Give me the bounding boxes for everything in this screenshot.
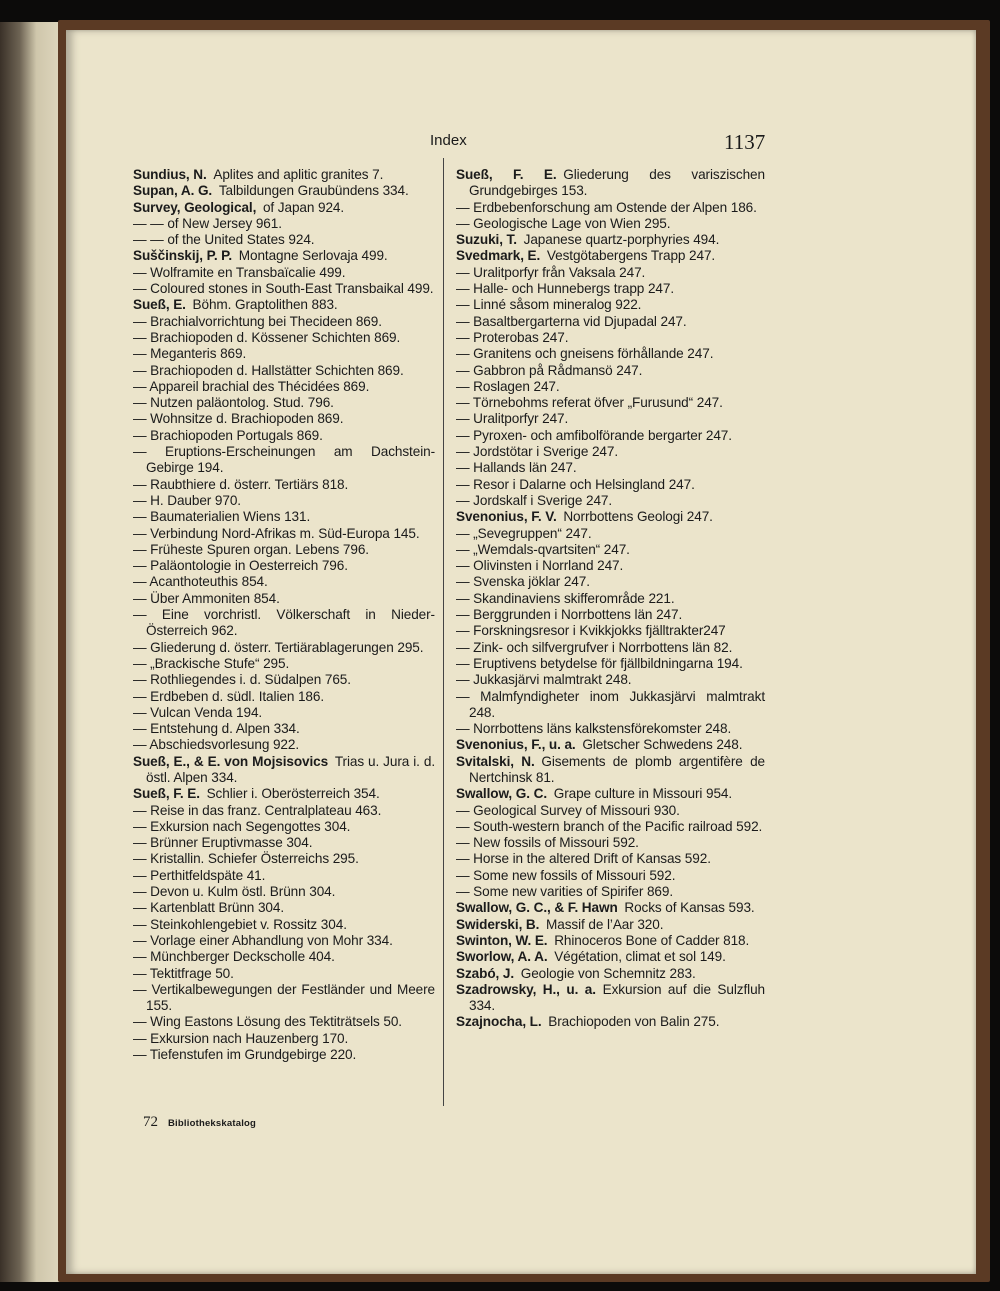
entry-text: — Brachiopoden Portugals 869. xyxy=(133,427,323,443)
entry-text: — Früheste Spuren organ. Lebens 796. xyxy=(133,541,369,557)
entry-text: — New fossils of Missouri 592. xyxy=(456,835,639,851)
entry-author: Swiderski, B. xyxy=(456,916,540,932)
entry-author: Suzuki, T. xyxy=(456,232,517,248)
index-entry xyxy=(133,656,435,672)
left-page-edge xyxy=(0,22,66,1282)
entry-text: — Some new fossils of Missouri 592. xyxy=(456,867,676,883)
entry-text: — Wohnsitze d. Brachiopoden 869. xyxy=(133,411,344,427)
entry-text: — Törnebohms referat öfver „Furusund“ 247. xyxy=(456,395,723,411)
entry-text: Norrbottens Geologi 247. xyxy=(563,509,713,525)
entry-author: Svedmark, E. xyxy=(456,248,541,264)
entry-text: — Appareil brachial des Thécidées 869. xyxy=(133,378,370,394)
entry-text: — Exkursion nach Hauzenberg 170. xyxy=(133,1030,349,1046)
entry-text: Rhinoceros Bone of Cadder 818. xyxy=(554,932,750,948)
entry-text: — Proterobas 247. xyxy=(456,329,569,345)
entry-text: Schlier i. Oberösterreich 354. xyxy=(206,786,380,802)
entry-author: Sueß, F. E. xyxy=(133,786,200,802)
entry-author: Swinton, W. E. xyxy=(456,932,548,948)
entry-text: Trias u. Jura i. d. östl. Alpen 334. xyxy=(146,753,435,785)
entry-text: — Brachialvorrichtung bei Thecideen 869. xyxy=(133,313,382,329)
entry-text: — Linné såsom mineralog 922. xyxy=(456,297,642,313)
index-entry xyxy=(133,265,435,281)
index-column-right xyxy=(456,167,765,1031)
index-entry xyxy=(133,281,435,297)
entry-text: — Brachiopoden d. Kössener Schichten 869. xyxy=(133,329,401,345)
entry-text: Rocks of Kansas 593. xyxy=(624,900,755,916)
index-entry xyxy=(456,640,765,656)
index-entry xyxy=(133,248,435,264)
index-entry xyxy=(456,982,765,1015)
index-entry xyxy=(133,754,435,787)
index-entry xyxy=(456,281,765,297)
entry-text: — — of the United States 924. xyxy=(133,232,315,248)
entry-text: — Olivinsten i Norrland 247. xyxy=(456,558,624,574)
entry-text: — Eruptivens betydelse för fjällbildningarna 194. xyxy=(456,655,743,671)
entry-text: — Coloured stones in South-East Transbaikal 499. xyxy=(133,281,434,297)
entry-author: Svenonius, F. V. xyxy=(456,509,557,525)
index-entry xyxy=(456,591,765,607)
entry-author: Survey, Geological, xyxy=(133,199,257,215)
index-entry xyxy=(456,672,765,688)
index-entry xyxy=(133,216,435,232)
entry-text: — Kartenblatt Brünn 304. xyxy=(133,900,285,916)
entry-text: Gliederung des variszischen Grundgebirges 153. xyxy=(469,167,765,199)
index-entry xyxy=(456,868,765,884)
entry-text: — Devon u. Kulm östl. Brünn 304. xyxy=(133,884,336,900)
entry-author: Svenonius, F., u. a. xyxy=(456,737,576,753)
index-entry xyxy=(133,428,435,444)
index-entry xyxy=(456,786,765,802)
column-divider xyxy=(443,158,444,1106)
index-entry xyxy=(133,232,435,248)
index-entry xyxy=(456,737,765,753)
entry-author: Suščinskij, P. P. xyxy=(133,248,233,264)
entry-author: Sueß, E. xyxy=(133,297,186,313)
entry-author: Szadrowsky, H., u. a. xyxy=(456,981,596,997)
index-entry xyxy=(456,232,765,248)
index-entry xyxy=(456,526,765,542)
entry-text: Exkursion auf die Sulzfluh 334. xyxy=(469,981,765,1014)
index-entry xyxy=(456,330,765,346)
index-entry xyxy=(456,542,765,558)
index-entry xyxy=(456,411,765,427)
entry-text: — Malmfyndigheter inom Jukkasjärvi malmtrakt 248. xyxy=(456,688,765,720)
entry-text: — Acanthoteuthis 854. xyxy=(133,574,268,590)
index-entry xyxy=(133,330,435,346)
entry-text: — Meganteris 869. xyxy=(133,346,247,362)
index-entry xyxy=(456,1014,765,1030)
index-entry xyxy=(133,183,435,199)
entry-text: — Jordskalf i Sverige 247. xyxy=(456,492,613,508)
index-entry xyxy=(133,558,435,574)
entry-author: Supan, A. G. xyxy=(133,183,213,199)
entry-text: — Basaltbergarterna vid Djupadal 247. xyxy=(456,313,687,329)
entry-text: — Rothliegendes i. d. Südalpen 765. xyxy=(133,672,351,688)
index-entry xyxy=(133,949,435,965)
index-entry xyxy=(456,265,765,281)
index-entry xyxy=(456,444,765,460)
index-entry xyxy=(133,363,435,379)
entry-text: — Some new varities of Spirifer 869. xyxy=(456,884,674,900)
entry-text: Brachiopoden von Balin 275. xyxy=(548,1014,720,1030)
entry-author: Sundius, N. xyxy=(133,167,207,182)
entry-text: — Brachiopoden d. Hallstätter Schichten 869. xyxy=(133,362,404,378)
entry-text: — Kristallin. Schiefer Österreichs 295. xyxy=(133,851,359,867)
entry-text: — Granitens och gneisens förhållande 247. xyxy=(456,346,714,362)
entry-text: — Brünner Eruptivmasse 304. xyxy=(133,835,313,851)
entry-text: — Vertikalbewegungen der Festländer und Meere 155. xyxy=(133,981,435,1014)
index-entry xyxy=(133,917,435,933)
index-entry xyxy=(133,167,435,183)
index-entry xyxy=(133,607,435,640)
index-entry xyxy=(133,574,435,590)
index-entry xyxy=(133,721,435,737)
index-entry xyxy=(456,493,765,509)
index-entry xyxy=(456,689,765,722)
index-entry xyxy=(456,509,765,525)
entry-text: — Berggrunden i Norrbottens län 247. xyxy=(456,607,683,623)
index-entry xyxy=(456,363,765,379)
entry-text: — Vulcan Venda 194. xyxy=(133,704,263,720)
entry-text: — „Brackische Stufe“ 295. xyxy=(133,655,290,671)
index-entry xyxy=(456,248,765,264)
index-entry xyxy=(133,200,435,216)
index-entry xyxy=(133,346,435,362)
index-entry xyxy=(133,803,435,819)
index-entry xyxy=(133,444,435,477)
entry-text: Gletscher Schwedens 248. xyxy=(582,737,743,753)
entry-author: Swallow, G. C., & F. Hawn xyxy=(456,900,618,916)
entry-text: — Entstehung d. Alpen 334. xyxy=(133,721,300,737)
entry-text: — Zink- och silfvergrufver i Norrbottens län 82. xyxy=(456,639,733,655)
entry-text: — Roslagen 247. xyxy=(456,378,560,394)
entry-text: — Wolframite en Transbaïcalie 499. xyxy=(133,264,346,280)
entry-text: Montagne Serlovaja 499. xyxy=(238,248,388,264)
index-entry xyxy=(133,900,435,916)
index-entry xyxy=(456,656,765,672)
index-entry xyxy=(456,558,765,574)
entry-text: — „Wemdals-qvartsiten“ 247. xyxy=(456,541,630,557)
entry-author: Svitalski, N. xyxy=(456,753,535,769)
footer-label: Bibliothekskatalog xyxy=(168,1118,257,1129)
entry-text: of Japan 924. xyxy=(262,199,345,215)
index-entry xyxy=(456,900,765,916)
index-entry xyxy=(133,526,435,542)
entry-text: — Tektitfrage 50. xyxy=(133,965,234,981)
index-entry xyxy=(456,884,765,900)
entry-text: Végétation, climat et sol 149. xyxy=(554,949,726,965)
index-entry xyxy=(133,314,435,330)
entry-text: — Tiefenstufen im Grundgebirge 220. xyxy=(133,1047,357,1063)
entry-text: — Pyroxen- och amfibolförande bergarter 247. xyxy=(456,427,732,443)
index-entry xyxy=(133,851,435,867)
entry-text: — Abschiedsvorlesung 922. xyxy=(133,737,300,753)
entry-text: — Horse in the altered Drift of Kansas 592. xyxy=(456,851,711,867)
entry-author: Sworlow, A. A. xyxy=(456,949,548,965)
page-footer xyxy=(143,1113,256,1131)
index-entry xyxy=(133,705,435,721)
index-entry xyxy=(133,786,435,802)
index-entry xyxy=(456,297,765,313)
entry-text: — „Sevegruppen“ 247. xyxy=(456,525,592,541)
entry-text: Grape culture in Missouri 954. xyxy=(553,786,733,802)
index-entry xyxy=(133,933,435,949)
index-entry xyxy=(456,216,765,232)
entry-text: Talbildungen Graubündens 334. xyxy=(218,183,409,199)
entry-text: — Erdbebenforschung am Ostende der Alpen 186. xyxy=(456,199,757,215)
entry-text: — Perthitfeldspäte 41. xyxy=(133,867,266,883)
index-entry xyxy=(133,982,435,1015)
entry-text: — Münchberger Deckscholle 404. xyxy=(133,949,335,965)
index-entry xyxy=(133,1014,435,1030)
index-entry xyxy=(133,493,435,509)
entry-text: — Nutzen paläontolog. Stud. 796. xyxy=(133,395,334,411)
index-entry xyxy=(133,966,435,982)
index-entry xyxy=(456,754,765,787)
entry-text: — Resor i Dalarne och Helsingland 247. xyxy=(456,476,695,492)
entry-author: Szajnocha, L. xyxy=(456,1014,542,1030)
entry-text: — Baumaterialien Wiens 131. xyxy=(133,509,311,525)
entry-text: — Norrbottens läns kalkstensförekomster 248. xyxy=(456,721,732,737)
index-entry xyxy=(456,460,765,476)
entry-text: — Forskningsresor i Kvikkjokks fjälltrakter247 xyxy=(456,623,726,639)
index-entry xyxy=(456,721,765,737)
entry-text: — Reise in das franz. Centralplateau 463. xyxy=(133,802,382,818)
index-entry xyxy=(133,297,435,313)
index-entry xyxy=(133,411,435,427)
index-entry xyxy=(456,379,765,395)
entry-text: — Steinkohlengebiet v. Rossitz 304. xyxy=(133,916,347,932)
entry-text: — Erdbeben d. südl. Italien 186. xyxy=(133,688,325,704)
entry-author: Sueß, F. E. xyxy=(456,167,557,182)
index-entry xyxy=(456,835,765,851)
index-entry xyxy=(133,1047,435,1063)
entry-text: — Raubthiere d. österr. Tertiärs 818. xyxy=(133,476,349,492)
running-title: Index xyxy=(430,132,467,149)
index-column-left xyxy=(133,167,435,1063)
entry-text: — Eruptions-Erscheinungen am Dachstein-Gebirge 194. xyxy=(133,444,435,476)
entry-text: — Jordstötar i Sverige 247. xyxy=(456,444,619,460)
entry-text: — Skandinaviens skifferområde 221. xyxy=(456,590,675,606)
entry-text: Geologie von Schemnitz 283. xyxy=(520,965,696,981)
index-entry xyxy=(456,623,765,639)
entry-author: Sueß, E., & E. von Mojsisovics xyxy=(133,753,329,769)
index-entry xyxy=(133,509,435,525)
index-entry xyxy=(456,200,765,216)
index-entry xyxy=(133,672,435,688)
entry-text: — Paläontologie in Oesterreich 796. xyxy=(133,558,348,574)
entry-text: Böhm. Graptolithen 883. xyxy=(192,297,338,313)
index-entry xyxy=(133,591,435,607)
entry-text: Japanese quartz-porphyries 494. xyxy=(523,232,720,248)
index-entry xyxy=(133,884,435,900)
index-entry xyxy=(133,640,435,656)
entry-text: — Verbindung Nord-Afrikas m. Süd-Europa 145. xyxy=(133,525,420,541)
index-entry xyxy=(456,395,765,411)
entry-text: — Hallands län 247. xyxy=(456,460,577,476)
entry-text: Aplites and aplitic granites 7. xyxy=(213,167,384,182)
entry-text: Massif de l’Aar 320. xyxy=(546,916,664,932)
index-entry xyxy=(133,835,435,851)
entry-text: — Halle- och Hunnebergs trapp 247. xyxy=(456,281,675,297)
index-entry xyxy=(456,314,765,330)
entry-text: — Svenska jöklar 247. xyxy=(456,574,590,590)
index-entry xyxy=(456,819,765,835)
index-entry xyxy=(456,917,765,933)
index-entry xyxy=(456,346,765,362)
index-entry xyxy=(456,966,765,982)
index-entry xyxy=(133,689,435,705)
entry-text: — — of New Jersey 961. xyxy=(133,215,282,231)
entry-text: — Über Ammoniten 854. xyxy=(133,590,280,606)
entry-text: — Jukkasjärvi malmtrakt 248. xyxy=(456,672,632,688)
entry-text: — Uralitporfyr från Vaksala 247. xyxy=(456,264,646,280)
entry-text: — Geologische Lage von Wien 295. xyxy=(456,215,671,231)
index-entry xyxy=(456,428,765,444)
entry-text: — South-western branch of the Pacific railroad 592. xyxy=(456,818,763,834)
index-entry xyxy=(133,1031,435,1047)
index-entry xyxy=(133,395,435,411)
index-entry xyxy=(133,477,435,493)
index-entry xyxy=(456,933,765,949)
index-entry xyxy=(456,949,765,965)
entry-text: — H. Dauber 970. xyxy=(133,492,241,508)
index-entry xyxy=(456,477,765,493)
entry-text: — Gabbron på Rådmansö 247. xyxy=(456,362,643,378)
index-entry xyxy=(456,607,765,623)
index-entry xyxy=(133,819,435,835)
index-entry xyxy=(456,803,765,819)
entry-text: — Vorlage einer Abhandlung von Mohr 334. xyxy=(133,932,393,948)
page-number: 1137 xyxy=(724,130,766,154)
entry-text: — Wing Eastons Lösung des Tektiträtsels 50. xyxy=(133,1014,402,1030)
index-entry xyxy=(133,737,435,753)
entry-text: — Geological Survey of Missouri 930. xyxy=(456,802,680,818)
index-entry xyxy=(133,379,435,395)
index-entry xyxy=(456,167,765,200)
index-entry xyxy=(133,542,435,558)
entry-text: Gisements de plomb argentifère de Nertchinsk 81. xyxy=(469,753,766,785)
entry-text: — Uralitporfyr 247. xyxy=(456,411,569,427)
index-entry xyxy=(133,868,435,884)
entry-author: Szabó, J. xyxy=(456,965,515,981)
index-entry xyxy=(456,574,765,590)
entry-text: — Exkursion nach Segengottes 304. xyxy=(133,818,351,834)
index-entry xyxy=(456,851,765,867)
entry-text: Vestgötabergens Trapp 247. xyxy=(546,248,716,264)
entry-text: — Gliederung d. österr. Tertiärablagerungen 295. xyxy=(133,639,424,655)
entry-author: Swallow, G. C. xyxy=(456,786,548,802)
footer-page-number: 72 xyxy=(143,1114,158,1130)
entry-text: — Eine vorchristl. Völkerschaft in Nieder-Österreich 962. xyxy=(133,607,435,639)
